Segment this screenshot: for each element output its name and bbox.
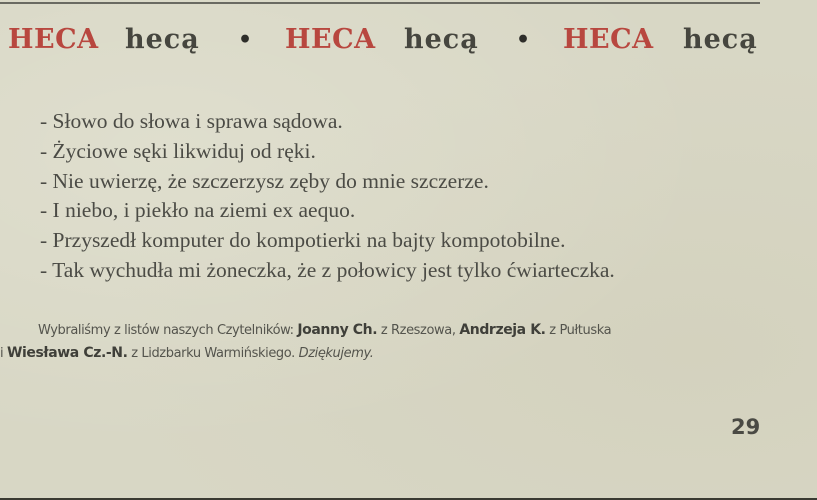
credit-name: Andrzeja K. bbox=[459, 322, 546, 338]
credits-conjunction: i bbox=[0, 346, 7, 361]
header-word-heca: HECA bbox=[8, 24, 99, 55]
saying-item: - I niebo, i piekło na ziemi ex aequo. bbox=[40, 198, 356, 223]
credits-line-2 bbox=[0, 342, 800, 365]
sayings-list bbox=[40, 107, 615, 286]
credit-place: z Pułtuska bbox=[545, 323, 612, 338]
header-word-heca-lower: hecą bbox=[125, 24, 200, 55]
credits-thanks: Dziękujemy. bbox=[298, 346, 374, 361]
credit-name: Wiesława Cz.-N. bbox=[6, 345, 128, 361]
header-word-heca-lower: hecą bbox=[404, 24, 479, 55]
credits-intro: Wybraliśmy z listów naszych Czytelników: bbox=[38, 323, 298, 338]
saying-item: - Słowo do słowa i sprawa sądowa. bbox=[40, 109, 343, 133]
header-word-heca: HECA bbox=[285, 24, 376, 55]
credit-place: z Rzeszowa, bbox=[377, 323, 460, 338]
header-word-heca-lower: hecą bbox=[683, 24, 758, 55]
credit-name: Joanny Ch. bbox=[297, 322, 378, 338]
bullet-separator-icon: • bbox=[238, 27, 253, 53]
top-rule bbox=[0, 2, 760, 4]
saying-item: - Nie uwierzę, że szczerzysz zęby do mnie szczerze. bbox=[40, 168, 489, 193]
saying-item: - Życiowe sęki likwiduj od ręki. bbox=[40, 138, 316, 163]
bullet-separator-icon: • bbox=[516, 27, 531, 53]
saying-item: - Przyszedł komputer do kompotierki na bajty kompotobilne. bbox=[40, 228, 566, 253]
credit-place: z Lidzbarku Warmińskiego. bbox=[127, 346, 299, 361]
page-number: 29 bbox=[731, 415, 761, 439]
header-band bbox=[0, 22, 817, 62]
header-word-heca: HECA bbox=[563, 24, 654, 55]
saying-item: - Tak wychudła mi żoneczka, że z połowicy jest tylko ćwiarteczka. bbox=[40, 257, 615, 282]
reader-credits bbox=[0, 319, 800, 365]
credits-line-1 bbox=[0, 319, 800, 342]
